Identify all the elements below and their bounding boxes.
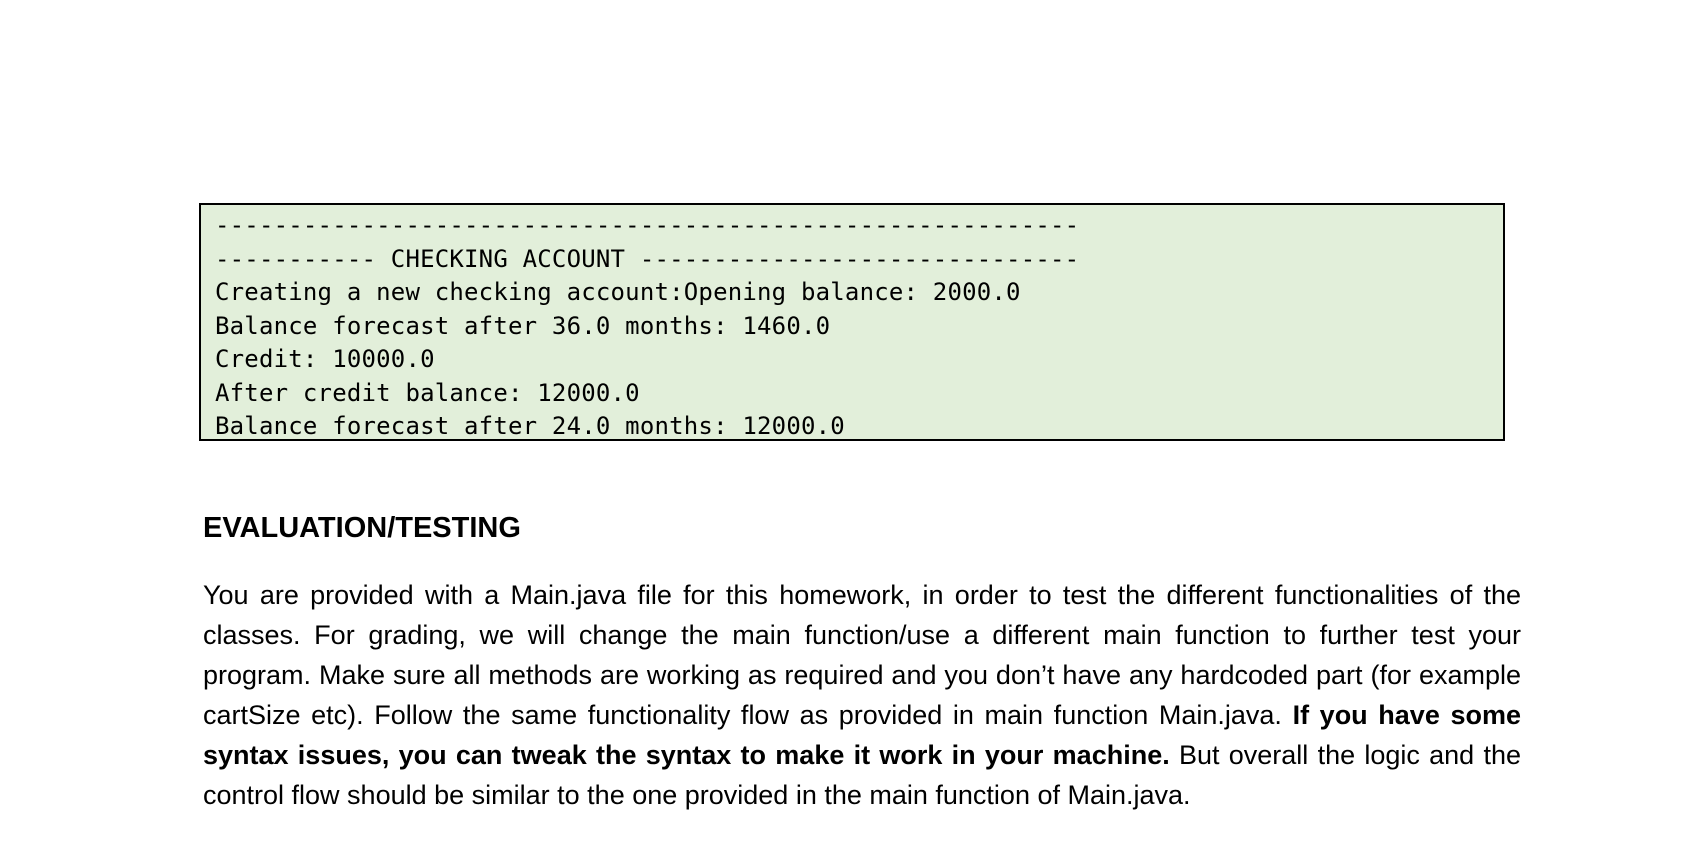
evaluation-paragraph-end: But overall the logic and the control flow should be similar to the one provided in the main function of Main.java. [203, 740, 1521, 810]
console-line-forecast-36: Balance forecast after 36.0 months: 1460.0 [215, 311, 831, 340]
console-output-box [199, 203, 1505, 441]
console-line-forecast-24: Balance forecast after 24.0 months: 12000.0 [215, 412, 845, 440]
console-line-opening-balance: Creating a new checking account:Opening balance: 2000.0 [215, 278, 1021, 306]
evaluation-paragraph-intro: You are provided with a Main.java file for this homework, in order to test the different functionalities of the classes. For grading, we will change the main function/use a different main function to further test your program. Make sure all methods are working as required and you don’t have any hardcoded part (for example cartSize etc). Follow the same functionality flow as provided in main function Main.java. [203, 580, 1521, 730]
console-line-checking-account-header: ----------- CHECKING ACCOUNT ------------------------------ [215, 244, 1080, 273]
evaluation-heading: EVALUATION/TESTING [203, 512, 521, 544]
console-line-after-credit: After credit balance: 12000.0 [215, 378, 640, 407]
console-line-credit: Credit: 10000.0 [215, 345, 435, 373]
evaluation-paragraph [203, 575, 1521, 815]
evaluation-paragraph-bold: If you have some syntax issues, you can tweak the syntax to make it work in your machine. [203, 700, 1521, 770]
console-line-separator: ----------------------------------------------------------- [215, 211, 1080, 239]
